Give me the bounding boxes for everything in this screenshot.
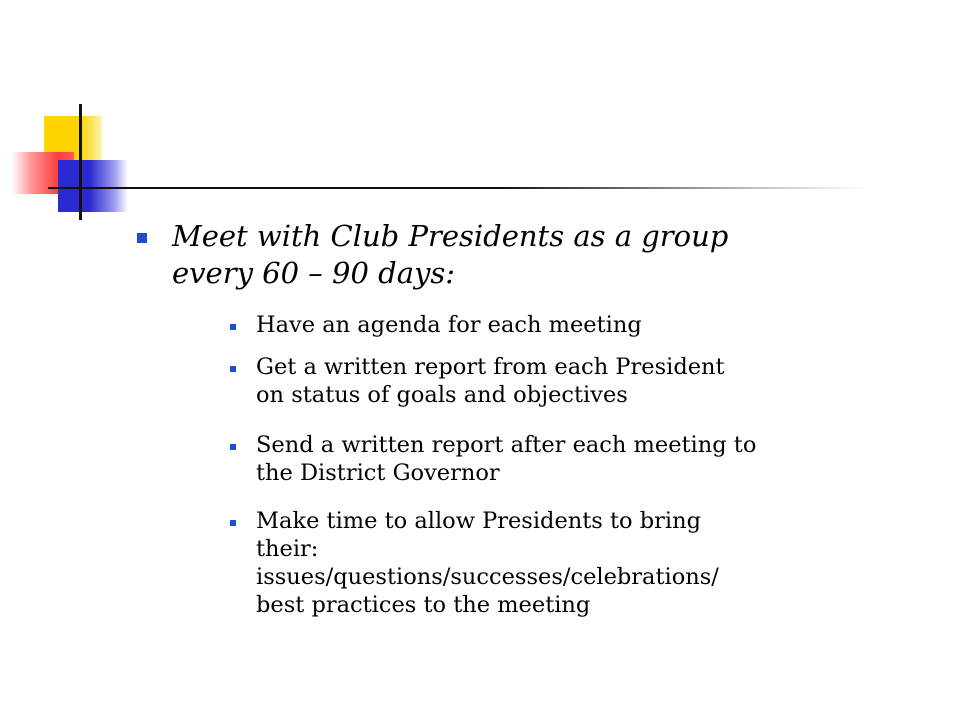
main-bullet-text [172, 218, 912, 292]
slide-decoration [0, 0, 960, 230]
sub-bullet-text [256, 431, 940, 487]
main-bullet-marker [137, 233, 147, 243]
sub-bullet-marker [230, 324, 236, 330]
sub-bullet-text [256, 311, 940, 339]
sub-bullet-line: their: [256, 536, 319, 562]
sub-bullet-marker [230, 520, 236, 526]
decor-vertical-line [79, 104, 82, 220]
sub-bullet-marker [230, 444, 236, 450]
sub-bullet-line: Make time to allow Presidents to bring [256, 508, 701, 534]
sub-bullet-line: on status of goals and objectives [256, 382, 628, 408]
sub-bullet-text [256, 353, 940, 409]
sub-bullet-line: Have an agenda for each meeting [256, 312, 642, 338]
sub-bullet-line: best practices to the meeting [256, 592, 591, 618]
sub-bullet-marker [230, 366, 236, 372]
sub-bullet-text [256, 507, 940, 619]
sub-bullet-line: the District Governor [256, 460, 500, 486]
decor-horizontal-rule [48, 187, 868, 189]
sub-bullet-line: Send a written report after each meeting to [256, 432, 757, 458]
sub-bullet-line: issues/questions/successes/celebrations/ [256, 564, 719, 590]
decor-blue-square [58, 160, 128, 212]
main-bullet-line-1: Meet with Club Presidents as a group [172, 219, 729, 253]
sub-bullet-line: Get a written report from each President [256, 354, 725, 380]
main-bullet-line-2: every 60 – 90 days: [172, 256, 456, 290]
